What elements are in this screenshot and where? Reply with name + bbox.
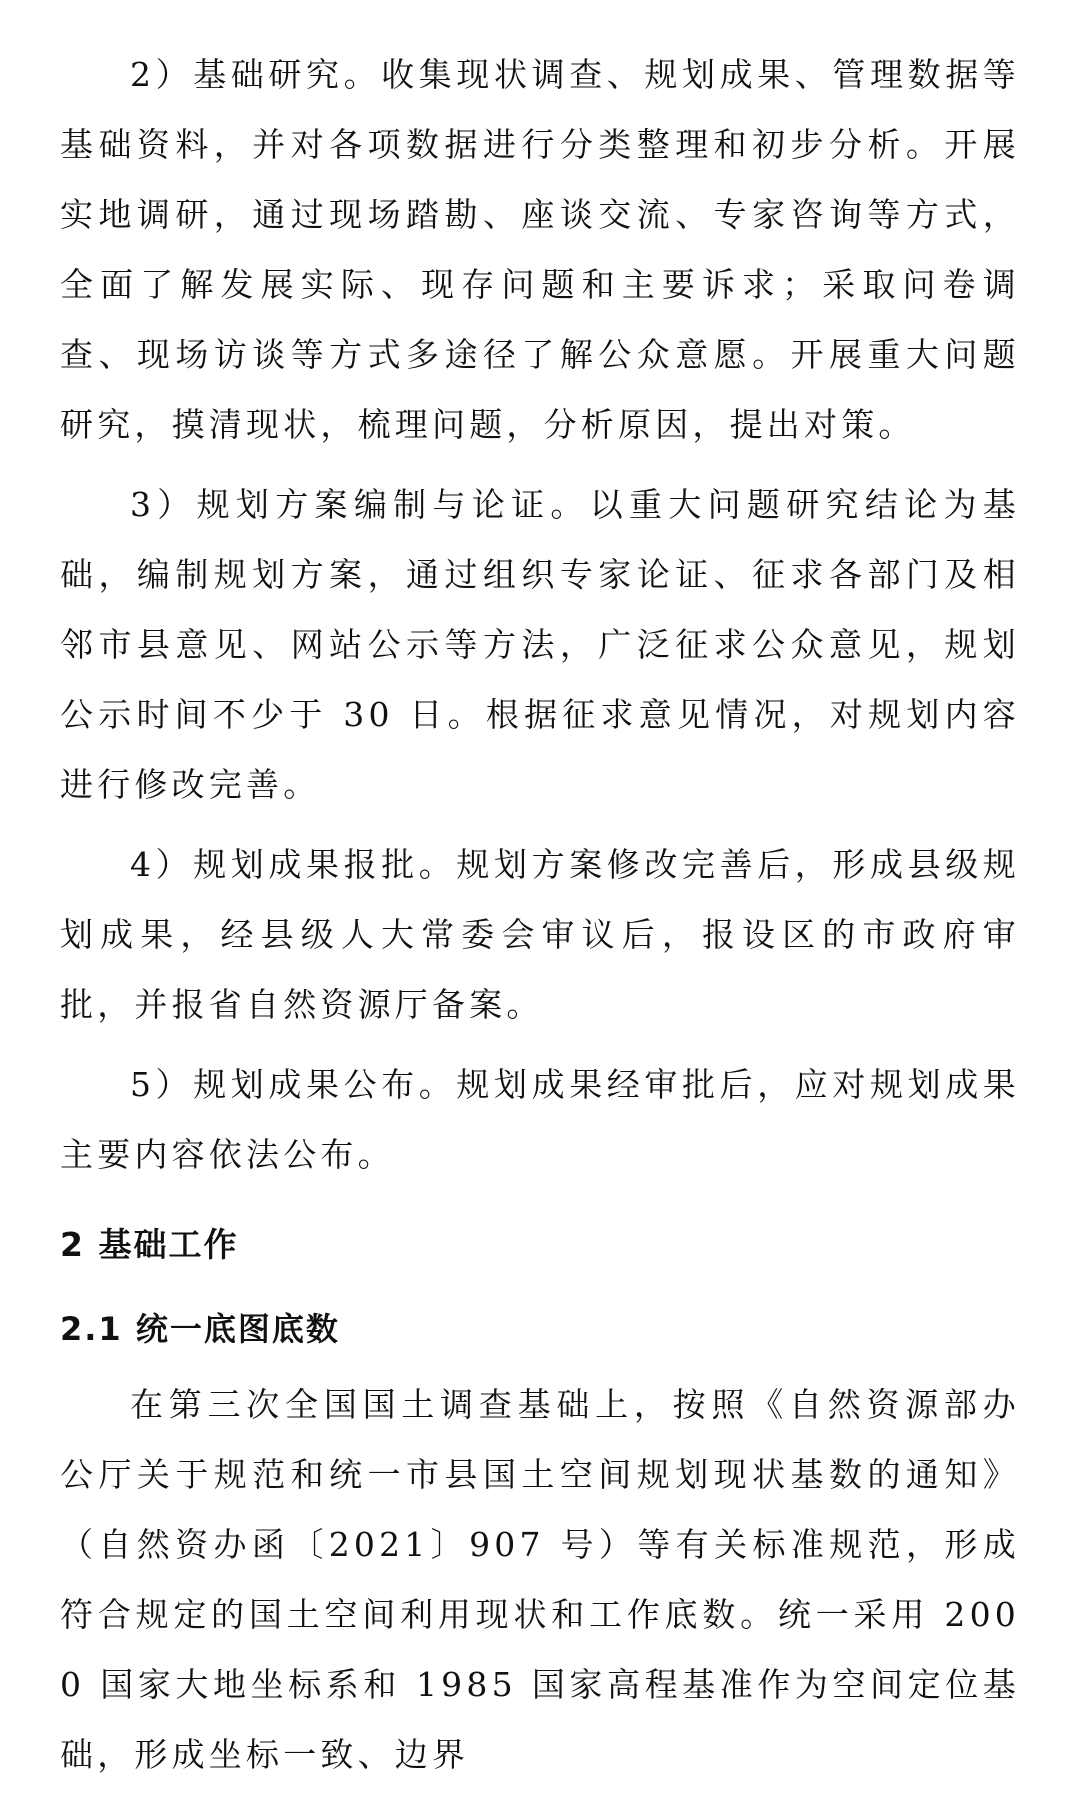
paragraph-plan-approval: 4）规划成果报批。规划方案修改完善后，形成县级规划成果，经县级人大常委会审议后，报设区的市政府审批，并报省自然资源厅备案。 [60, 845, 1020, 1024]
document-page [60, 40, 1020, 1800]
paragraph-unified-base-map: 在第三次全国国土调查基础上，按照《自然资源部办公厅关于规范和统一市县国土空间规划现状基数的通知》（自然资办函〔2021〕907 号）等有关标准规范，形成符合规定的国土空间利用现状和工作底数。统一采用 2000 国家大地坐标系和 1985 国家高程基准作为空间定位基础，形成坐标一致、边界 [60, 1385, 1020, 1774]
paragraph-basic-research: 2）基础研究。收集现状调查、规划成果、管理数据等基础资料，并对各项数据进行分类整理和初步分析。开展实地调研，通过现场踏勘、座谈交流、专家咨询等方式，全面了解发展实际、现存问题和主要诉求；采取问卷调查、现场访谈等方式多途径了解公众意愿。开展重大问题研究，摸清现状，梳理问题，分析原因，提出对策。 [60, 55, 1020, 444]
section-heading: 2 基础工作 [60, 1225, 239, 1264]
subsection-heading: 2.1 统一底图底数 [60, 1310, 340, 1348]
paragraph-plan-preparation: 3）规划方案编制与论证。以重大问题研究结论为基础，编制规划方案，通过组织专家论证、征求各部门及相邻市县意见、网站公示等方法，广泛征求公众意见，规划公示时间不少于 30 日。根据征求意见情况，对规划内容进行修改完善。 [60, 485, 1020, 804]
paragraph-plan-publication: 5）规划成果公布。规划成果经审批后，应对规划成果主要内容依法公布。 [60, 1065, 1020, 1174]
